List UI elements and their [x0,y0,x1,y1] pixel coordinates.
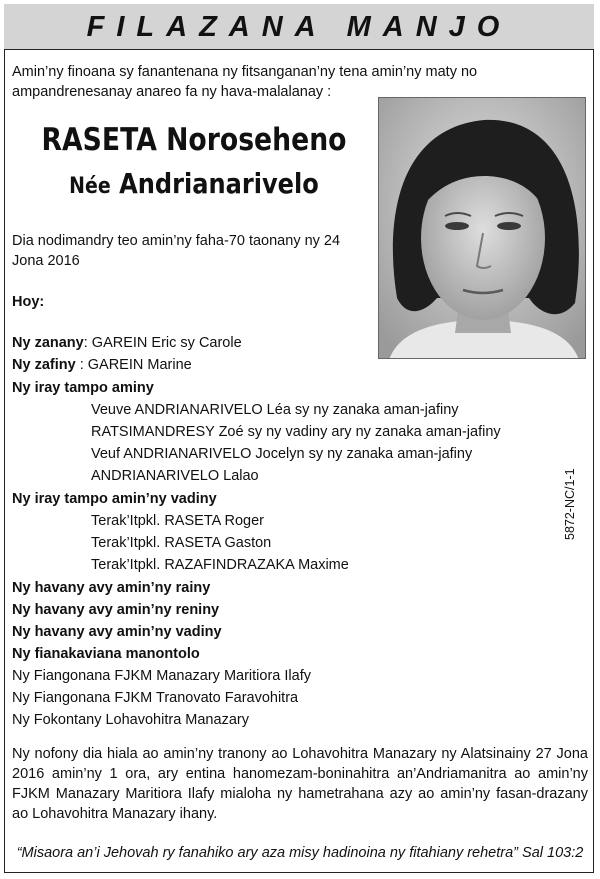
grandchildren-line [12,355,192,375]
closing-paragraph: Ny nofony dia hiala ao amin’ny tranony ao Lohavohitra Manazary ny Alatsinainy 27 Jona 2016 amin’ny 1 ora, ary entina hanomezam-boninahitra an’Andriamanitra ao amin’ny FJKM Manazary Maritiora Ilafy mialoha ny hametrahana azy ao amin’ny fasan-drazany ao Lohavohitra Manazary ihany. [12,746,588,822]
community-item: Ny Fiangonana FJKM Tranovato Faravohitra [12,690,299,706]
notice-title: FILAZANA MANJO [4,4,594,50]
hoy-label: Hoy: [12,294,45,310]
community-item: Ny Fiangonana FJKM Manazary Maritiora Ilafy [12,668,311,684]
relatives-item: Ny havany avy amin’ny rainy [12,580,211,596]
portrait-photo-icon [379,98,586,359]
portrait-photo [378,97,586,359]
maiden-name: Andrianarivelo [119,167,319,200]
relatives-item: Ny havany avy amin’ny reniny [12,602,220,618]
maiden-name-line [41,164,347,207]
deceased-name: RASETA Noroseheno [41,122,347,158]
death-notice: Dia nodimandry teo amin’ny faha-70 taonany ny 24 Jona 2016 [12,233,341,269]
children-line [12,333,242,353]
community-item: Ny Fokontany Lohavohitra Manazary [12,712,249,728]
list-item: ANDRIANARIVELO Lalao [91,468,259,484]
intro-text: Amin’ny finoana sy fanantenana ny fitsanganan’ny tena amin’ny maty no ampandrenesanay anareo fa ny hava-malalanay : [12,64,478,100]
ad-code: 5872-NC/1-1 [563,468,577,540]
grandchildren-label: Ny zafiny [12,357,76,373]
spouse-siblings-label: Ny iray tampo amin’ny vadiny [12,491,217,507]
list-item: Veuve ANDRIANARIVELO Léa sy ny zanaka aman-jafiny [91,402,459,418]
relatives-item: Ny fianakaviana manontolo [12,646,200,662]
bible-verse: “Misaora an’i Jehovah ry fanahiko ary aza misy hadinoina ny fitahiany rehetra” Sal 103:2 [16,845,584,861]
list-item: Veuf ANDRIANARIVELO Jocelyn sy ny zanaka aman-jafiny [91,446,473,462]
siblings-label: Ny iray tampo aminy [12,380,154,396]
children-value: : GAREIN Eric sy Carole [83,335,242,351]
relatives-item: Ny havany avy amin’ny vadiny [12,624,222,640]
children-label: Ny zanany [12,335,84,351]
list-item: Terak’Itpkl. RASETA Gaston [91,535,272,551]
list-item: Terak’Itpkl. RAZAFINDRAZAKA Maxime [91,557,349,573]
nee-label: Née [69,174,111,199]
grandchildren-value: : GAREIN Marine [75,357,192,373]
list-item: RATSIMANDRESY Zoé sy ny vadiny ary ny zanaka aman-jafiny [91,424,501,440]
list-item: Terak’Itpkl. RASETA Roger [91,513,264,529]
